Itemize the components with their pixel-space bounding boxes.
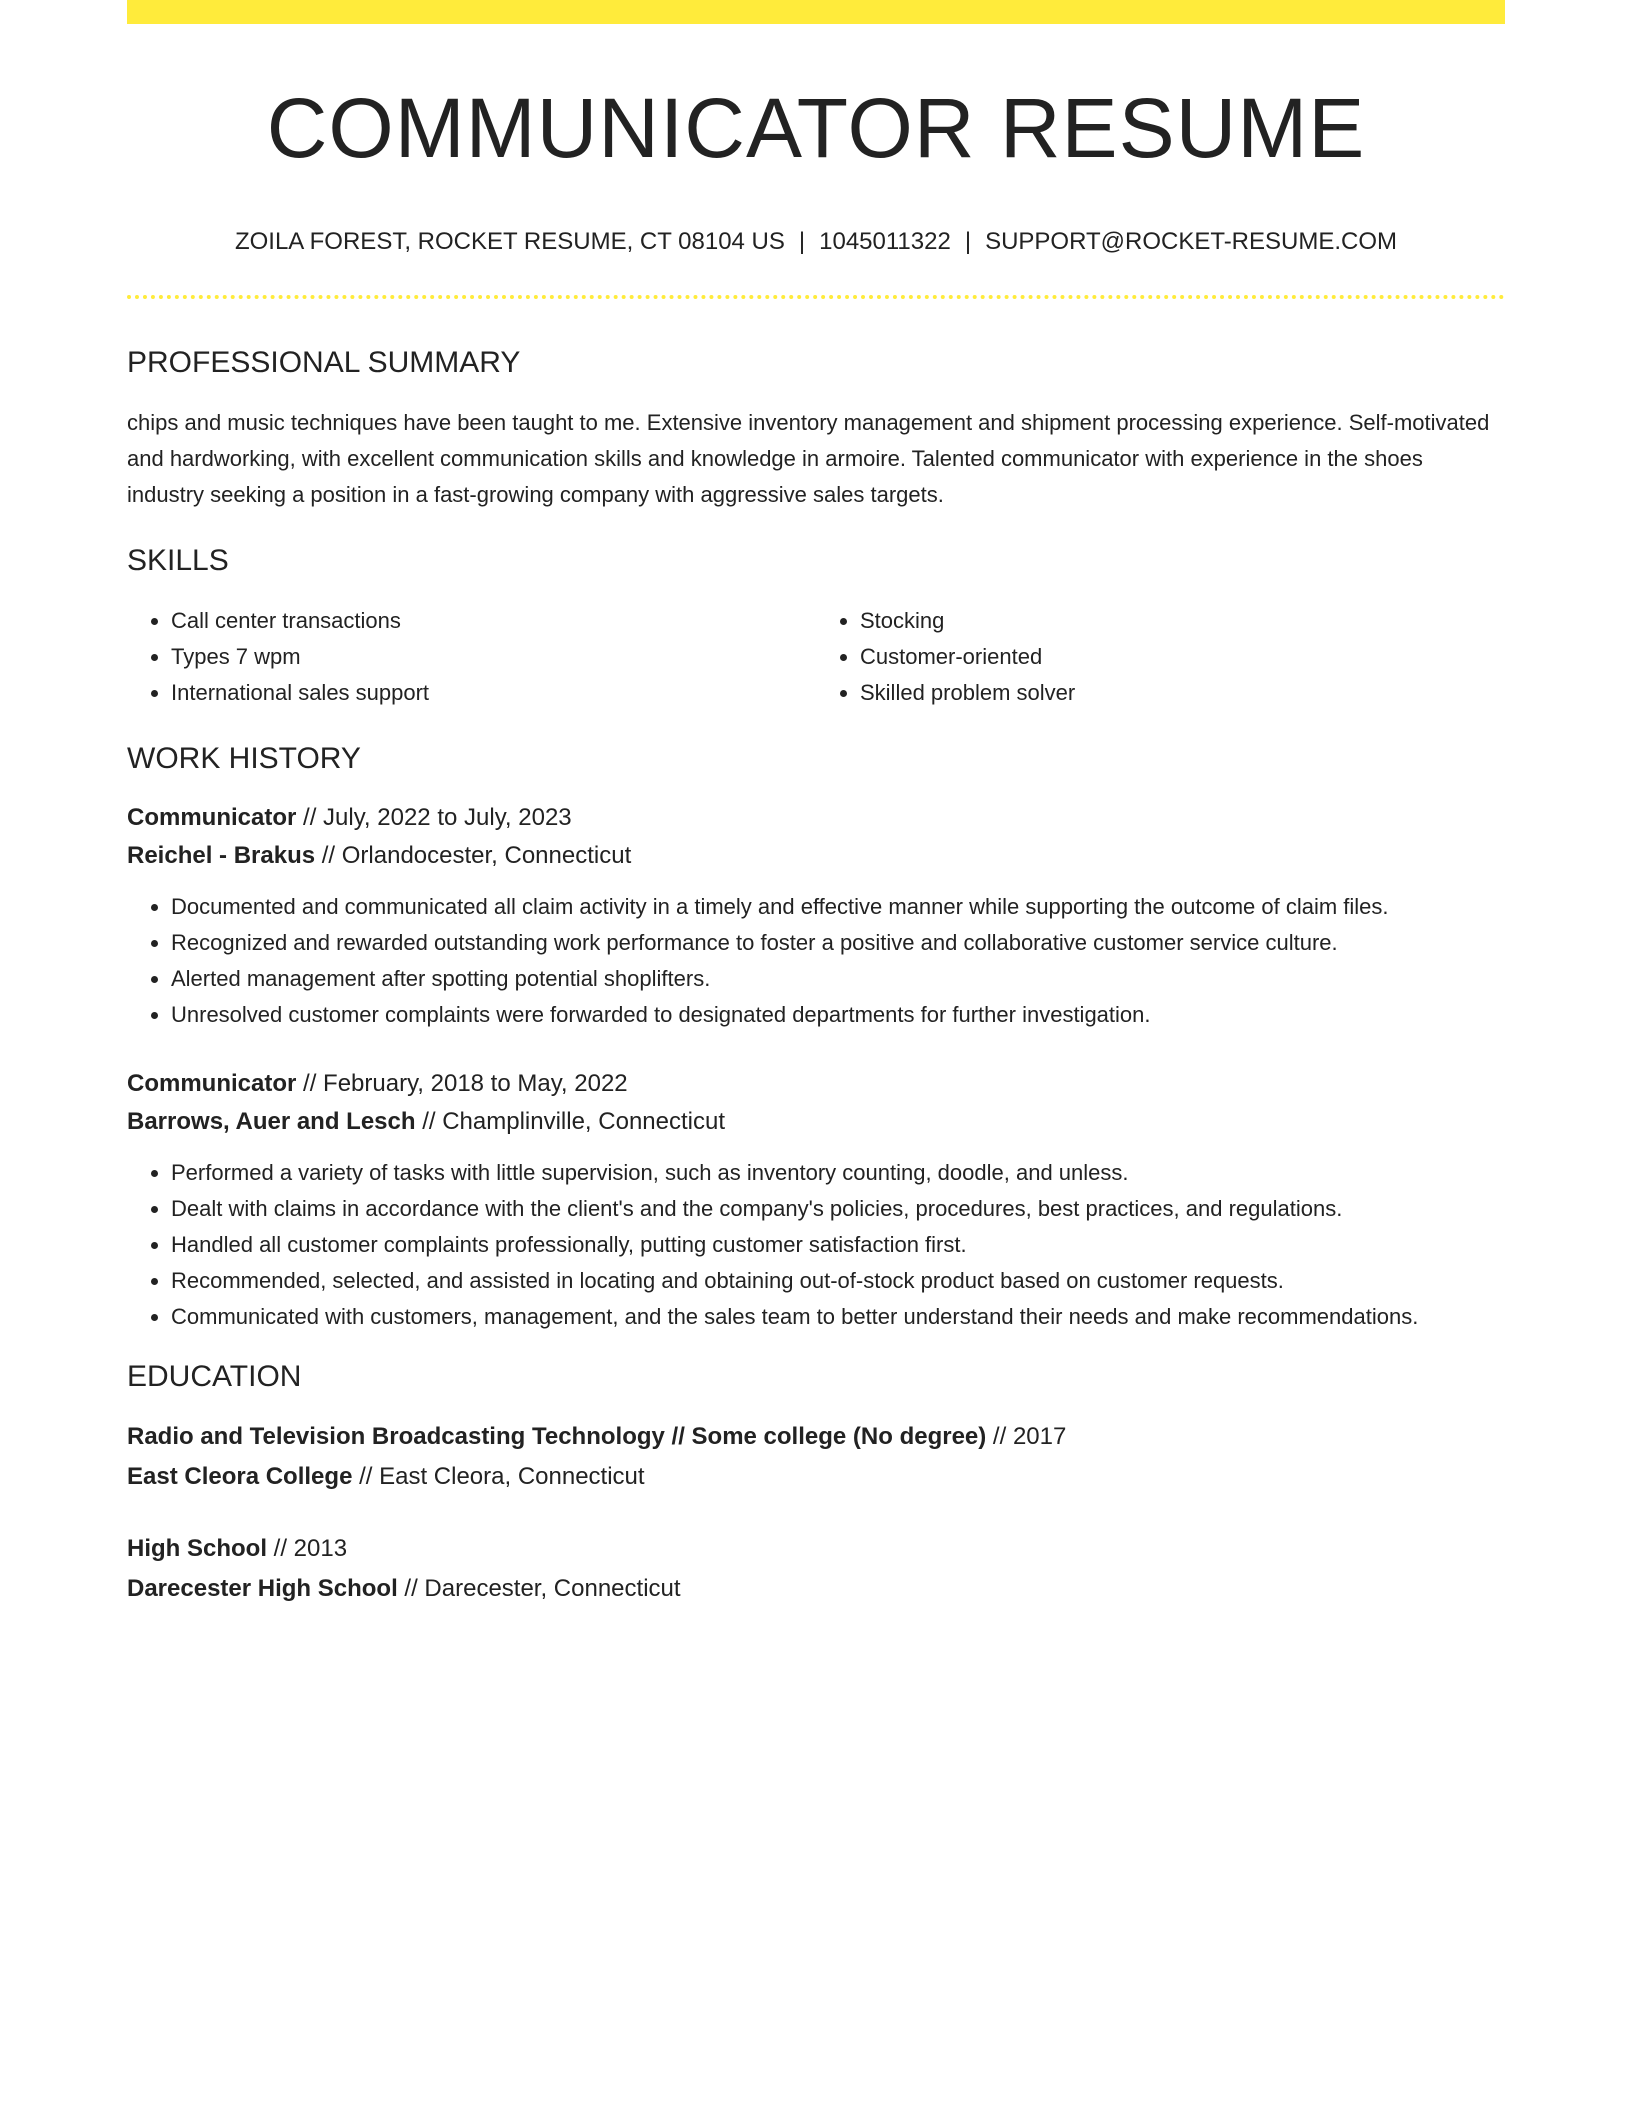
skills-column-left	[127, 603, 816, 711]
job-title: Communicator	[127, 803, 297, 831]
skill-item: • Types 7 wpm	[171, 639, 816, 675]
job-entry	[127, 799, 1505, 1033]
job-duties	[127, 889, 1505, 1033]
job-location: // Champlinville, Connecticut	[415, 1107, 725, 1135]
summary-text: chips and music techniques have been taught to me. Extensive inventory management and shipment processing experience. Self-motivated and hardworking, with excellent communication skills and knowledge in armoire. Talented communicator with experience in the shoes industry seeking a position in a fast-growing company with aggressive sales targets.	[127, 409, 1490, 507]
job-company: Reichel - Brakus	[127, 841, 316, 869]
job-duty: • Recommended, selected, and assisted in locating and obtaining out-of-stock product based on customer requests.	[171, 1263, 1505, 1299]
job-duty: • Documented and communicated all claim activity in a timely and effective manner while supporting the outcome of claim files.	[171, 889, 1505, 925]
resume-page	[127, 0, 1505, 1609]
education-school: East Cleora College	[127, 1462, 353, 1490]
contact-email: SUPPORT@ROCKET-RESUME.COM	[985, 228, 1398, 255]
work-history-heading: WORK HISTORY	[127, 741, 361, 775]
education-program-line	[127, 1417, 1505, 1457]
job-title-line	[127, 1065, 1505, 1103]
skill-item: • Stocking	[860, 603, 1505, 639]
job-company-line	[127, 1103, 1505, 1141]
job-duty: • Alerted management after spotting potential shoplifters.	[171, 961, 1505, 997]
contact-phone: 1045011322	[819, 228, 951, 255]
job-dates: // July, 2022 to July, 2023	[296, 803, 572, 831]
education-location: // Darecester, Connecticut	[397, 1574, 681, 1602]
skill-item: • International sales support	[171, 675, 816, 711]
job-duty: • Recognized and rewarded outstanding work performance to foster a positive and collaborative customer service culture.	[171, 925, 1505, 961]
education-entry	[127, 1417, 1505, 1497]
education-program: High School	[127, 1534, 267, 1562]
education-entry	[127, 1529, 1505, 1609]
top-accent-bar	[127, 0, 1505, 24]
job-dates: // February, 2018 to May, 2022	[296, 1069, 628, 1097]
contact-separator: |	[798, 228, 806, 255]
skill-item: • Skilled problem solver	[860, 675, 1505, 711]
education-program: Radio and Television Broadcasting Technology // Some college (No degree)	[127, 1422, 987, 1450]
education-school-line	[127, 1569, 1505, 1609]
education-program-line	[127, 1529, 1505, 1569]
job-duty: • Performed a variety of tasks with little supervision, such as inventory counting, doodle, and unless.	[171, 1155, 1505, 1191]
job-duty: • Dealt with claims in accordance with the client's and the company's policies, procedures, best practices, and regulations.	[171, 1191, 1505, 1227]
skill-item: • Call center transactions	[171, 603, 816, 639]
skills-list	[127, 603, 1505, 711]
education-location: // East Cleora, Connecticut	[352, 1462, 645, 1490]
education-school-line	[127, 1457, 1505, 1497]
contact-address: ZOILA FOREST, ROCKET RESUME, CT 08104 US	[234, 228, 785, 255]
contact-line	[127, 228, 1505, 257]
education-heading: EDUCATION	[127, 1359, 302, 1393]
education-year: // 2017	[986, 1422, 1067, 1450]
resume-title: COMMUNICATOR RESUME	[266, 81, 1366, 175]
job-title: Communicator	[127, 1069, 297, 1097]
skill-item: • Customer-oriented	[860, 639, 1505, 675]
job-duties	[127, 1155, 1505, 1335]
job-title-line	[127, 799, 1505, 837]
job-company: Barrows, Auer and Lesch	[127, 1107, 416, 1135]
dotted-divider	[127, 295, 1505, 299]
job-entry	[127, 1065, 1505, 1335]
summary-heading: PROFESSIONAL SUMMARY	[127, 345, 521, 379]
job-location: // Orlandocester, Connecticut	[315, 841, 632, 869]
job-duty: • Communicated with customers, management, and the sales team to better understand their needs and make recommendations.	[171, 1299, 1505, 1335]
job-company-line	[127, 837, 1505, 875]
skills-column-right	[816, 603, 1505, 711]
skills-heading: SKILLS	[127, 543, 229, 577]
education-year: // 2013	[267, 1534, 348, 1562]
education-school: Darecester High School	[127, 1574, 398, 1602]
job-duty: • Handled all customer complaints professionally, putting customer satisfaction first.	[171, 1227, 1505, 1263]
contact-separator: |	[964, 228, 972, 255]
job-duty: • Unresolved customer complaints were forwarded to designated departments for further investigation.	[171, 997, 1505, 1033]
